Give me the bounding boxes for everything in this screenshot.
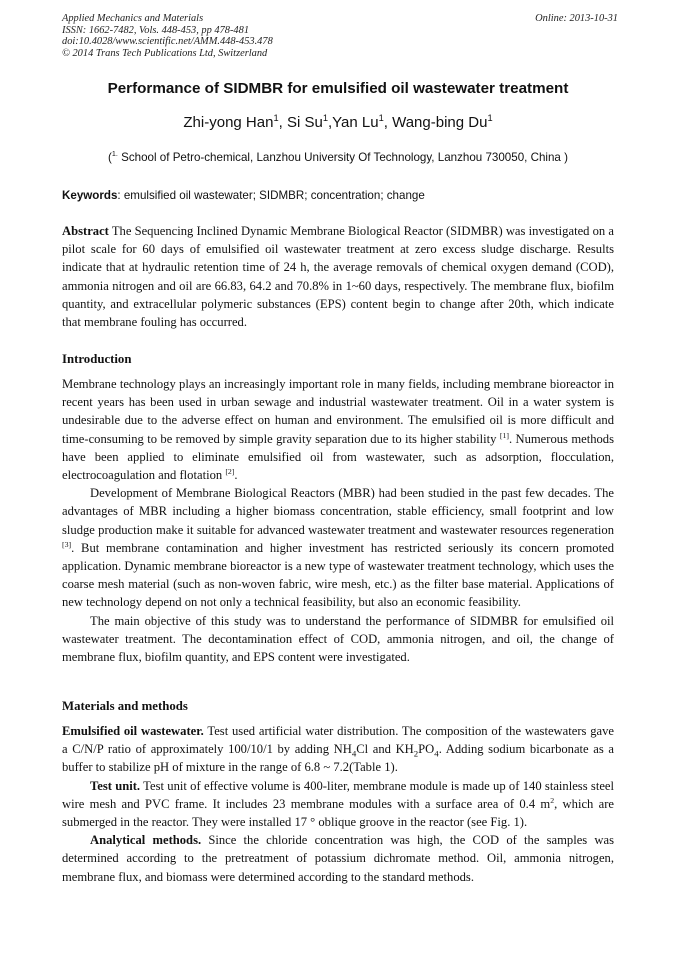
- ew-text-b: Cl and KH: [356, 742, 414, 757]
- affiliation: [62, 151, 614, 164]
- methods-analytical-paragraph: [62, 831, 614, 886]
- abstract: [62, 222, 614, 331]
- emulsified-oil-lead: Emulsified oil wastewater.: [62, 724, 204, 738]
- intro-p1-text-b: . Numerous methods have been applied to eliminate emulsified oil from wastewater, such as adsorption, flocculation, electrocoagulation and flotation: [62, 431, 614, 483]
- author-name: Yan Lu: [332, 114, 379, 131]
- intro-paragraph-3: The main objective of this study was to understand the performance of SIDMBR for emulsified oil wastewater treatment. The decontamination effect of COD, ammonia nitrogen, and oil, the change of membrane flux, biofilm quantity, and EPS content were investigated.: [62, 613, 614, 665]
- test-unit-lead: Test unit.: [90, 778, 141, 793]
- author-name: Wang-bing Du: [392, 114, 488, 131]
- author-list: [62, 114, 614, 131]
- doi-line[interactable]: doi:10.4028/www.scientific.net/AMM.448-453.478: [62, 36, 273, 48]
- ew-subscript: 2: [413, 748, 419, 759]
- affiliation-text: School of Petro-chemical, Lanzhou University Of Technology, Lanzhou 730050, China ): [117, 151, 568, 164]
- intro-paragraph-1: [62, 375, 614, 484]
- author-separator: ,: [383, 114, 393, 131]
- ew-text-a: Test used artificial water distribution. The composition of the wastewaters gave a C/N/P ratio of approximately 100/10/1 by adding NH: [62, 724, 614, 757]
- introduction-body: [62, 375, 614, 666]
- citation-1[interactable]: [1]: [499, 430, 509, 440]
- tu-text-b: , which are submerged in the reactor. They were installed 17 ° oblique groove in the reactor (see Fig. 1).: [62, 796, 614, 830]
- ew-text-d: . Adding sodium bicarbonate as a buffer to stabilize pH of mixture in the range of 6.8 ~ 7.2(Table 1).: [62, 742, 614, 775]
- tu-text-a: Test unit of effective volume is 400-liter, membrane module is made up of 140 stainless steel wire mesh and PVC frame. It includes 23 membrane modules with a surface area of 0.4 m: [62, 778, 614, 811]
- intro-p2-text-b: . But membrane contamination and higher investment has restricted seriously its concern promoted application. Dynamic membrane bioreactor is a new type of wastewater treatment technology, which uses the coarse mesh material (such as non-woven fabric, wire mesh, etc.) as the filter base material. Applications of new technology depend on not only a technical feasibility, but also an economic feasibility.: [62, 540, 614, 610]
- author-affiliation-marker: 1: [378, 113, 384, 123]
- citation-2[interactable]: [2]: [225, 466, 235, 476]
- author-affiliation-marker: 1: [487, 113, 493, 123]
- intro-p2-text-a: Development of Membrane Biological Reactors (MBR) had been studied in the past few decades. The advantages of MBR including a higher biomass concentration, stable efficiency, small footprint and low sludge production make it suitable for advanced wastewater treatment and wastewater resources regeneration: [62, 486, 614, 537]
- ew-subscript: 4: [434, 748, 439, 759]
- issn-line: ISSN: 1662-7482, Vols. 448-453, pp 478-481: [62, 24, 250, 36]
- author-name: Zhi-yong Han: [183, 114, 274, 131]
- intro-p1-text-a: Membrane technology plays an increasingly important role in many fields, including membrane bioreactor in recent years has been used in urban sewage and industrial wastewater treatment. Oil in a water system is undesirable due to the adverse effect on human and environment. The emulsified oil is more difficult and time-consuming to be removed by simple gravity separation due to its higher stability: [62, 377, 614, 446]
- journal-header: [62, 13, 618, 59]
- abstract-text: The Sequencing Inclined Dynamic Membrane Biological Reactor (SIDMBR) was investigated on a pilot scale for 60 days of emulsified oil wastewater treatment at zero excess sludge discharge. Results indicate that at hydraulic retention time of 24 h, the average removals of chemical oxygen demand (COD), ammonia nitrogen and oil are 66.83, 64.2 and 70.8% in 1~60 days, respectively. The membrane flux, biofilm quantity, and extracellular polymeric substances (EPS) content begin to change after 20th, which indicate that membrane fouling has occurred.: [62, 224, 614, 330]
- paper-title: Performance of SIDMBR for emulsified oil wastewater treatment: [107, 80, 569, 97]
- copyright-line: © 2014 Trans Tech Publications Ltd, Switzerland: [62, 47, 268, 59]
- online-date: Online: 2013-10-31: [535, 13, 618, 24]
- methods-test-unit-paragraph: [62, 777, 614, 832]
- introduction-heading: Introduction: [62, 352, 132, 366]
- affiliation-open: (: [108, 151, 112, 164]
- affiliation-marker: 1.: [111, 149, 118, 159]
- ew-subscript: 4: [351, 748, 357, 759]
- intro-p1-text-c: .: [234, 468, 238, 483]
- author-name: Si Su: [286, 114, 323, 131]
- methods-heading: Materials and methods: [62, 699, 188, 713]
- analytical-methods-lead: Analytical methods.: [90, 833, 202, 848]
- keywords: [62, 189, 614, 202]
- intro-paragraph-2: [62, 484, 614, 611]
- author-separator: ,: [278, 114, 287, 131]
- tu-superscript: 2: [550, 795, 555, 805]
- abstract-label: Abstract: [62, 224, 109, 238]
- journal-name: Applied Mechanics and Materials: [62, 13, 204, 24]
- keywords-label: Keywords: [62, 189, 118, 202]
- keywords-text: : emulsified oil wastewater; SIDMBR; concentration; change: [117, 189, 425, 202]
- author-affiliation-marker: 1: [273, 113, 279, 123]
- ew-text-c: PO: [418, 742, 435, 757]
- methods-body: [62, 722, 614, 886]
- citation-3[interactable]: [3]: [62, 539, 72, 549]
- methods-emulsified-oil-paragraph: [62, 722, 614, 777]
- author-separator: ,: [327, 114, 333, 131]
- author-affiliation-marker: 1: [322, 113, 328, 123]
- am-text: Since the chloride concentration was high, the COD of the samples was determined according to the pretreatment of potassium dichromate method. Oil, ammonia nitrogen, membrane flux, and biomass were determined according to the standard methods.: [62, 833, 615, 884]
